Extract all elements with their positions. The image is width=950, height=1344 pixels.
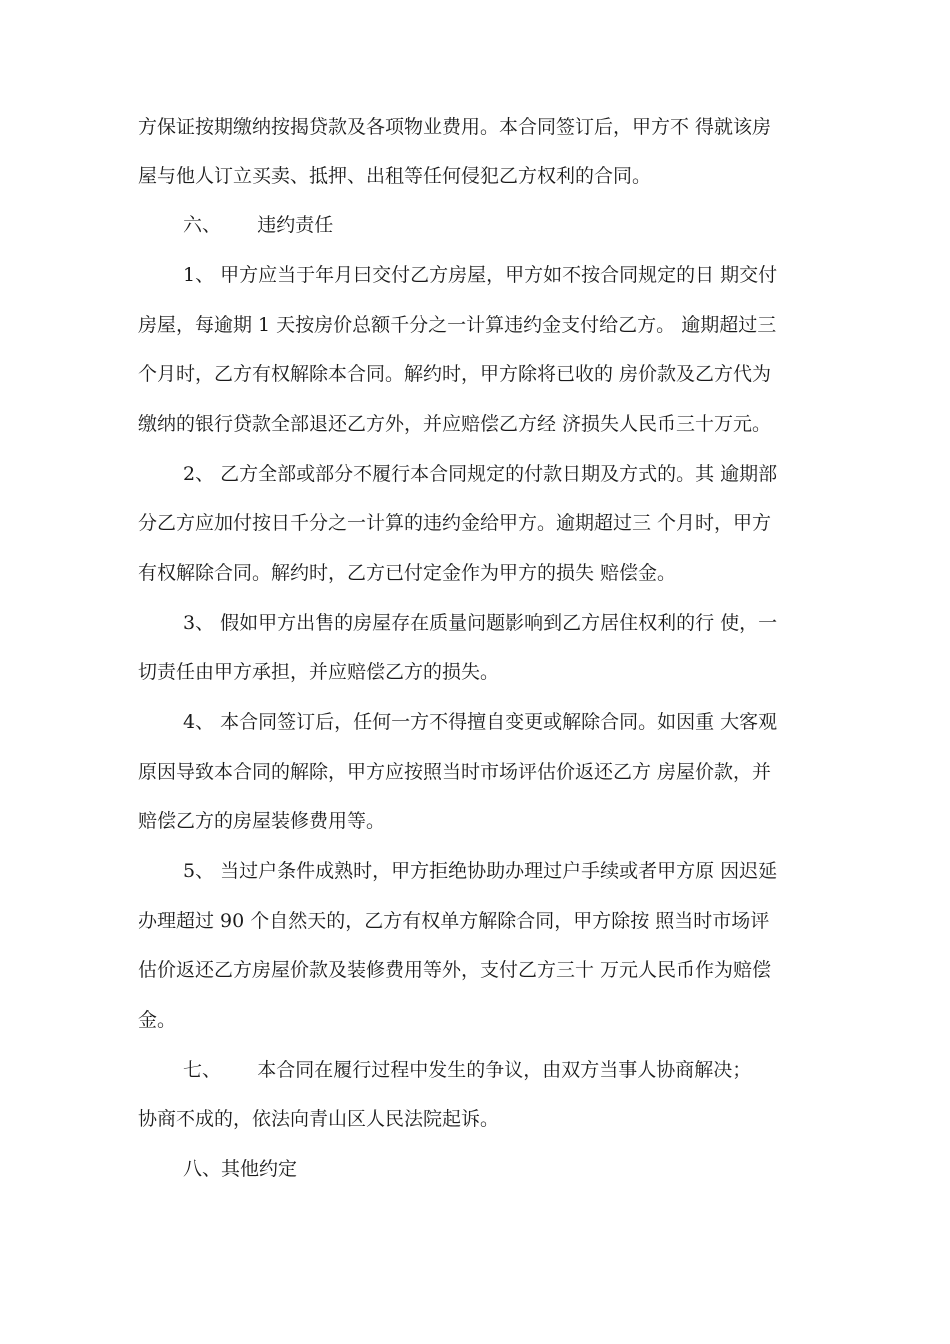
section-heading-six: 六、 违约责任 — [183, 214, 334, 236]
text-line: 方保证按期缴纳按揭贷款及各项物业费用。本合同签订后，甲方不 得就该房 — [138, 116, 772, 138]
text-line: 个月时，乙方有权解除本合同。解约时，甲方除将已收的 房价款及乙方代为 — [138, 363, 772, 385]
text-line: 协商不成的，依法向青山区人民法院起诉。 — [138, 1108, 500, 1130]
text-line: 屋与他人订立买卖、抵押、出租等任何侵犯乙方权利的合同。 — [138, 165, 652, 187]
text-line: 办理超过 90 个自然天的，乙方有权单方解除合同，甲方除按 照当时市场评 — [138, 910, 770, 932]
text-line: 4、 本合同签订后，任何一方不得擅自变更或解除合同。如因重 大客观 — [183, 711, 778, 733]
text-line: 赔偿乙方的房屋装修费用等。 — [138, 810, 386, 832]
text-line: 房屋，每逾期 1 天按房价总额千分之一计算违约金支付给乙方。 逾期超过三 — [138, 314, 777, 336]
text-line: 2、 乙方全部或部分不履行本合同规定的付款日期及方式的。其 逾期部 — [183, 463, 778, 485]
text-line: 估价返还乙方房屋价款及装修费用等外，支付乙方三十 万元人民币作为赔偿 — [138, 959, 772, 981]
text-line: 1、 甲方应当于年月曰交付乙方房屋，甲方如不按合同规定的日 期交付 — [183, 264, 778, 286]
section-heading-eight: 八、其他约定 — [183, 1158, 298, 1180]
text-line: 原因导致本合同的解除，甲方应按照当时市场评估价返还乙方 房屋价款，并 — [138, 761, 772, 783]
text-line: 5、 当过户条件成熟时，甲方拒绝协助办理过户手续或者甲方原 因迟延 — [183, 860, 778, 882]
text-line: 金。 — [138, 1009, 177, 1031]
text-line: 3、 假如甲方出售的房屋存在质量问题影响到乙方居住权利的行 使，一 — [183, 612, 778, 634]
text-line: 有权解除合同。解约时，乙方已付定金作为甲方的损失 赔偿金。 — [138, 562, 677, 584]
text-line: 缴纳的银行贷款全部退还乙方外，并应赔偿乙方经 济损失人民币三十万元。 — [138, 413, 772, 435]
text-line: 分乙方应加付按日千分之一计算的违约金给甲方。逾期超过三 个月时，甲方 — [138, 512, 772, 534]
section-heading-seven: 七、 本合同在履行过程中发生的争议，由双方当事人协商解决； — [183, 1059, 752, 1081]
text-line: 切责任由甲方承担，并应赔偿乙方的损失。 — [138, 661, 500, 683]
